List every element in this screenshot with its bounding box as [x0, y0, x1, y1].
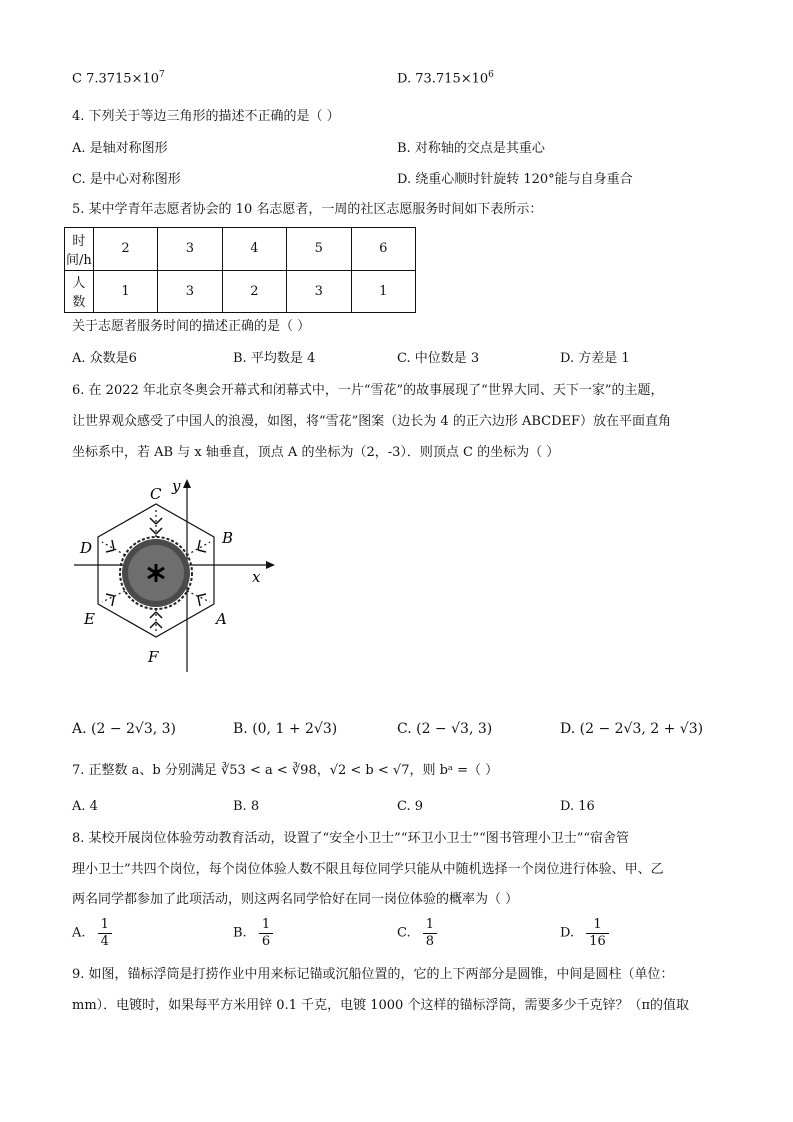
q8-option-b: B. $\frac{1}{6}$ — [233, 917, 273, 950]
q8-option-a: A. $\frac{1}{4}$ — [72, 917, 112, 950]
q5-stem: 5. 某中学青年志愿者协会的 10 名志愿者，一周的社区志愿服务时间如下表所示： — [72, 202, 543, 217]
vertex-label-d: D — [80, 539, 93, 557]
q8-option-d: D. $\frac{1}{16}$ — [560, 917, 609, 950]
q5-option-b: B. 平均数是 4 — [233, 351, 316, 366]
q8-stem-line-2: 理小卫士”共四个岗位，每个岗位体验人数不限且每位同学只能从中随机选择一个岗位进行体验、甲、乙 — [72, 862, 664, 877]
q6-option-a: A. (2 − 2√3, 3) — [72, 721, 177, 737]
q3-option-c: C $7.3715\times 10^7$ — [72, 70, 165, 87]
q9-stem-line-1: 9. 如图，锚标浮筒是打捞作业中用来标记锚或沉船位置的，它的上下两部分是圆锥，中间是圆柱（单位： — [72, 967, 674, 982]
fraction: $\frac{1}{16}$ — [586, 917, 609, 950]
table-cell: 2 — [93, 228, 157, 271]
table-cell: 2 — [222, 270, 286, 313]
y-axis-arrow — [183, 479, 191, 488]
q6-stem-line-3: 坐标系中，若 AB 与 x 轴垂直，顶点 A 的坐标为（2，-3）．则顶点 C 的坐标为（ ） — [72, 445, 560, 460]
q6-stem-line-2: 让世界观众感受了中国人的浪漫，如图，将“雪花”图案（边长为 4 的正六边形 ABCDEF）放在平面直角 — [72, 414, 672, 429]
q5-sub-question: 关于志愿者服务时间的描述正确的是（ ） — [72, 319, 311, 334]
snowflake-hexagon-figure — [70, 476, 290, 676]
service-hours-table — [64, 227, 416, 313]
table-cell: 3 — [158, 228, 222, 271]
table-row-label: 人数 — [65, 270, 94, 313]
q3-option-d: D. $73.715\times 10^6$ — [397, 70, 494, 87]
q4-option-b: B. 对称轴的交点是其重心 — [397, 141, 545, 156]
q5-option-c: C. 中位数是 3 — [397, 351, 480, 366]
table-row — [65, 270, 416, 313]
q4-option-c: C. 是中心对称图形 — [72, 172, 181, 187]
q4-option-d: D. 绕重心顺时针旋转 120°能与自身重合 — [397, 172, 633, 187]
vertex-label-c: C — [150, 485, 162, 503]
axis-label-y: y — [172, 477, 181, 495]
fraction: $\frac{1}{8}$ — [423, 917, 437, 950]
vertex-label-f: F — [148, 648, 159, 666]
q6-stem-line-1: 6. 在 2022 年北京冬奥会开幕式和闭幕式中，一片“雪花”的故事展现了“世界大同、天下一家”的主题， — [72, 383, 664, 398]
table-cell: 4 — [222, 228, 286, 271]
table-row-label: 时间/h — [65, 228, 94, 271]
q7-option-b: B. 8 — [233, 799, 260, 814]
vertex-label-b: B — [222, 529, 234, 547]
x-axis-arrow — [266, 561, 275, 569]
q8-stem-line-3: 两名同学都参加了此项活动，则这两名同学恰好在同一岗位体验的概率为（ ） — [72, 892, 519, 907]
table-cell: 5 — [287, 228, 351, 271]
table-row — [65, 228, 416, 271]
q8-option-c: C. $\frac{1}{8}$ — [397, 917, 437, 950]
q7-option-a: A. 4 — [72, 799, 98, 814]
axis-label-x: x — [252, 568, 261, 586]
table-cell: 6 — [351, 228, 416, 271]
fraction: $\frac{1}{6}$ — [259, 917, 273, 950]
vertex-label-e: E — [84, 610, 95, 628]
q7-option-c: C. 9 — [397, 799, 424, 814]
q6-option-d: D. (2 − 2√3, 2 + √3) — [560, 721, 704, 737]
table-cell: 3 — [287, 270, 351, 313]
table-cell: 1 — [351, 270, 416, 313]
q9-stem-line-2: mm）．电镀时，如果每平方米用锌 0.1 千克，电镀 1000 个这样的锚标浮筒，需要多少千克锌？（π的值取 — [72, 998, 689, 1013]
q7-option-d: D. 16 — [560, 799, 595, 814]
q4-option-a: A. 是轴对称图形 — [72, 141, 168, 156]
table-cell: 3 — [158, 270, 222, 313]
q5-option-d: D. 方差是 1 — [560, 351, 630, 366]
vertex-label-a: A — [216, 610, 227, 628]
q5-option-a: A. 众数是6 — [72, 351, 137, 366]
q4-stem: 4. 下列关于等边三角形的描述不正确的是（ ） — [72, 109, 340, 124]
q7-stem: 7. 正整数 a、b 分别满足 ∛53 < a < ∛98，√2 < b < √7，则 bᵃ =（ ） — [72, 763, 499, 778]
fraction: $\frac{1}{4}$ — [98, 917, 112, 950]
q6-option-c: C. (2 − √3, 3) — [397, 721, 493, 737]
q6-option-b: B. (0, 1 + 2√3) — [233, 721, 338, 737]
q8-stem-line-1: 8. 某校开展岗位体验劳动教育活动，设置了“安全小卫士”“环卫小卫士”“图书管理小卫士”“宿舍管 — [72, 831, 630, 846]
table-cell: 1 — [93, 270, 157, 313]
